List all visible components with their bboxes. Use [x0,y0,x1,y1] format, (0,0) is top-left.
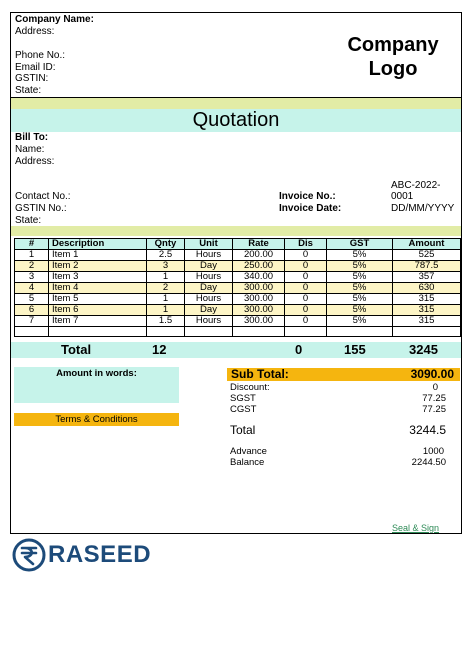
brand-name-part1: RASE [48,541,117,568]
row-rate: 300.00 [233,294,285,305]
table-row [15,294,461,305]
balance-label: Balance [230,457,265,468]
row-amount: 315 [393,305,461,316]
row-unit: Hours [185,272,233,283]
table-row [15,250,461,261]
brand-name [48,541,151,569]
page-title: Quotation [192,109,280,131]
table-top-band [11,226,461,236]
row-unit: Day [185,283,233,294]
row-number: 5 [15,294,49,305]
row-amount: 315 [393,316,461,327]
advance-value: 1000 [422,446,444,457]
column-header-dis: Dis [285,239,327,250]
bill-to-state-label: State: [15,215,42,226]
bill-to-name-label: Name: [15,144,45,155]
table-row [15,316,461,327]
row-rate: 300.00 [233,283,285,294]
company-logo-line1: Company [347,34,439,56]
row-unit: Hours [185,316,233,327]
bill-to-contact-label: Contact No.: [15,191,71,202]
row-qnty: 1 [147,272,185,283]
row-description: Item 6 [49,305,147,316]
row-dis: 0 [285,261,327,272]
grand-total-label: Total [230,423,256,437]
cgst-value: 77.25 [422,404,446,415]
totals-qty: 12 [152,342,167,357]
table-header-row [15,239,461,250]
invoice-date-label: Invoice Date: [279,203,342,214]
row-dis: 0 [285,316,327,327]
amount-in-words-box [14,367,179,403]
row-dis: 0 [285,283,327,294]
brand-name-part2: ED [116,541,152,568]
row-qnty: 1 [147,294,185,305]
cgst-label: CGST [230,404,257,415]
row-gst: 5% [327,294,393,305]
row-amount: 787.5 [393,261,461,272]
company-logo-line2: Logo [368,58,418,80]
company-email-label: Email ID: [15,62,56,73]
table-row [15,272,461,283]
row-number: 4 [15,283,49,294]
row-dis: 0 [285,305,327,316]
raseed-logo [12,538,152,572]
row-qnty: 1.5 [147,316,185,327]
invoice-date-value: DD/MM/YYYY [391,203,455,214]
column-header-description: Description [49,239,147,250]
items-table [14,238,461,337]
totals-row [11,342,461,358]
row-number: 6 [15,305,49,316]
table-row [15,305,461,316]
header-band [11,98,461,109]
row-gst: 5% [327,261,393,272]
row-amount: 357 [393,272,461,283]
subtotal-row [227,368,460,381]
row-rate: 200.00 [233,250,285,261]
row-number: 7 [15,316,49,327]
advance-label: Advance [230,446,267,457]
row-number: 3 [15,272,49,283]
row-description: Item 3 [49,272,147,283]
sgst-value: 77.25 [422,393,446,404]
balance-value: 2244.50 [411,457,446,468]
bill-to-heading: Bill To: [15,132,49,143]
company-address-label: Address: [15,26,55,37]
row-rate: 300.00 [233,305,285,316]
terms-and-conditions: Terms & Conditions [14,413,179,426]
row-qnty: 2.5 [147,250,185,261]
column-header-qnty: Qnty [147,239,185,250]
row-dis: 0 [285,250,327,261]
table-row [15,261,461,272]
row-dis: 0 [285,294,327,305]
column-header-unit: Unit [185,239,233,250]
invoice-number-value-line1: ABC-2022- [391,180,441,191]
invoice-number-label: Invoice No.: [279,191,336,202]
row-gst: 5% [327,305,393,316]
company-state-label: State: [15,85,42,96]
bill-to-gstin-label: GSTIN No.: [15,203,67,214]
company-phone-label: Phone No.: [15,50,66,61]
row-rate: 340.00 [233,272,285,283]
subtotal-label: Sub Total: [231,367,289,381]
row-qnty: 3 [147,261,185,272]
quotation-sheet [10,12,462,534]
row-number: 2 [15,261,49,272]
bill-to-address-label: Address: [15,156,55,167]
seal-and-sign: Seal & Sign [392,523,440,533]
invoice-number-value-line2: 0001 [391,191,414,202]
table-row [15,283,461,294]
row-unit: Day [185,305,233,316]
row-unit: Hours [185,250,233,261]
row-gst: 5% [327,283,393,294]
totals-gst: 155 [344,342,366,357]
row-amount: 525 [393,250,461,261]
row-unit: Hours [185,294,233,305]
column-header-amount: Amount [393,239,461,250]
rupee-icon [12,538,46,572]
row-gst: 5% [327,316,393,327]
amount-in-words-label: Amount in words: [56,368,137,379]
totals-dis: 0 [295,342,303,357]
row-rate: 300.00 [233,316,285,327]
row-description: Item 2 [49,261,147,272]
row-number: 1 [15,250,49,261]
row-rate: 250.00 [233,261,285,272]
discount-label: Discount: [230,382,270,393]
row-amount: 315 [393,294,461,305]
column-header-rate: Rate [233,239,285,250]
title-band [11,109,461,132]
column-header-gst: GST [327,239,393,250]
row-description: Item 7 [49,316,147,327]
row-unit: Day [185,261,233,272]
row-qnty: 2 [147,283,185,294]
row-description: Item 1 [49,250,147,261]
column-header-number: # [15,239,49,250]
company-name-label: Company Name: [15,14,94,25]
row-dis: 0 [285,272,327,283]
totals-label: Total [61,342,92,357]
sgst-label: SGST [230,393,256,404]
row-gst: 5% [327,250,393,261]
row-description: Item 5 [49,294,147,305]
grand-total-value: 3244.5 [409,423,446,437]
table-row-empty [15,327,461,337]
company-gstin-label: GSTIN: [15,73,49,84]
row-qnty: 1 [147,305,185,316]
row-amount: 630 [393,283,461,294]
totals-amount: 3245 [409,342,438,357]
row-description: Item 4 [49,283,147,294]
subtotal-value: 3090.00 [410,367,454,381]
discount-value: 0 [432,382,438,393]
row-gst: 5% [327,272,393,283]
